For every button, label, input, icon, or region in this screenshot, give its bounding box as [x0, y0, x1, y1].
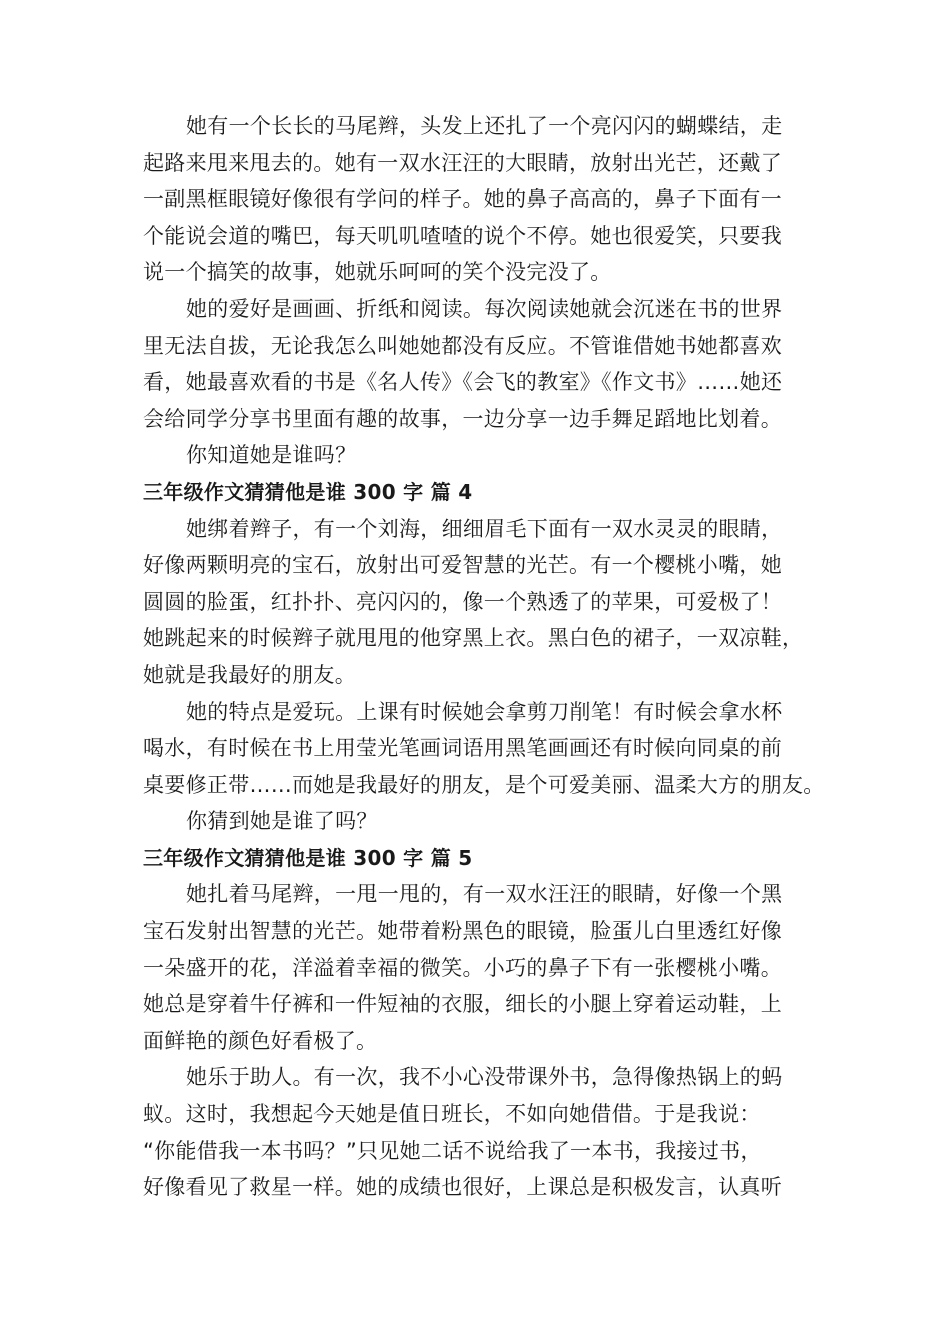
- text-line: 好像看见了救星一样。她的成绩也很好，上课总是积极发言，认真听: [143, 1175, 782, 1200]
- text-line: 说一个搞笑的故事，她就乐呵呵的笑个没完没了。: [143, 260, 612, 285]
- text-line: 一副黑框眼镜好像很有学问的样子。她的鼻子高高的，鼻子下面有一: [143, 187, 782, 212]
- text-line: 一朵盛开的花，洋溢着幸福的微笑。小巧的鼻子下有一张樱桃小嘴。: [143, 955, 782, 980]
- text-line: 她总是穿着牛仔裤和一件短袖的衣服，细长的小腿上穿着运动鞋，上: [143, 992, 782, 1017]
- text-line: 喝水，有时候在书上用莹光笔画词语用黑笔画画还有时候向同桌的前: [143, 736, 782, 761]
- text-line: 会给同学分享书里面有趣的故事，一边分享一边手舞足蹈地比划着。: [143, 406, 782, 431]
- text-line: 好像两颗明亮的宝石，放射出可爱智慧的光芒。有一个樱桃小嘴，她: [143, 553, 782, 578]
- text-line: 她扎着马尾辫，一甩一甩的，有一双水汪汪的眼睛，好像一个黑: [186, 882, 783, 907]
- text-line: 她乐于助人。有一次，我不小心没带课外书，急得像热锅上的蚂: [186, 1065, 783, 1090]
- text-line: 你知道她是谁吗？: [186, 443, 357, 468]
- text-line: 里无法自拔，无论我怎么叫她她都没有反应。不管谁借她书她都喜欢: [143, 333, 782, 358]
- text-line: 个能说会道的嘴巴，每天叽叽喳喳的说个不停。她也很爱笑，只要我: [143, 223, 782, 248]
- text-line: 你猜到她是谁了吗？: [186, 809, 378, 834]
- text-line: 她的爱好是画画、折纸和阅读。每次阅读她就会沉迷在书的世界: [186, 296, 783, 321]
- text-line: “你能借我一本书吗？”只见她二话不说给我了一本书，我接过书，: [143, 1138, 762, 1163]
- text-line: 她有一个长长的马尾辫，头发上还扎了一个亮闪闪的蝴蝶结，走: [186, 114, 783, 138]
- section-heading: 三年级作文猜猜他是谁 300 字 篇 4: [143, 479, 473, 504]
- text-line: 她绑着辫子，有一个刘海，细细眉毛下面有一双水灵灵的眼睛，: [186, 516, 783, 541]
- text-line: 面鲜艳的颜色好看极了。: [143, 1028, 378, 1053]
- text-line: 起路来甩来甩去的。她有一双水汪汪的大眼睛，放射出光芒，还戴了: [143, 150, 782, 175]
- text-line: 她跳起来的时候辫子就甩甩的他穿黑上衣。黑白色的裙子，一双凉鞋，: [143, 626, 804, 651]
- text-line: 桌要修正带……而她是我最好的朋友，是个可爱美丽、温柔大方的朋友。: [143, 772, 825, 797]
- text-line: 宝石发射出智慧的光芒。她带着粉黑色的眼镜，脸蛋儿白里透红好像: [143, 919, 782, 944]
- document-body: [143, 108, 833, 1206]
- text-line: 她的特点是爱玩。上课有时候她会拿剪刀削笔！有时候会拿水杯: [186, 699, 783, 724]
- text-line: 她就是我最好的朋友。: [143, 662, 356, 687]
- section-heading: 三年级作文猜猜他是谁 300 字 篇 5: [143, 845, 473, 870]
- text-line: 看，她最喜欢看的书是《名人传》《会飞的教室》《作文书》……她还: [143, 370, 783, 395]
- text-line: 蚁。这时，我想起今天她是值日班长，不如向她借借。于是我说：: [143, 1102, 761, 1127]
- text-line: 圆圆的脸蛋，红扑扑、亮闪闪的，像一个熟透了的苹果，可爱极了！: [143, 589, 782, 614]
